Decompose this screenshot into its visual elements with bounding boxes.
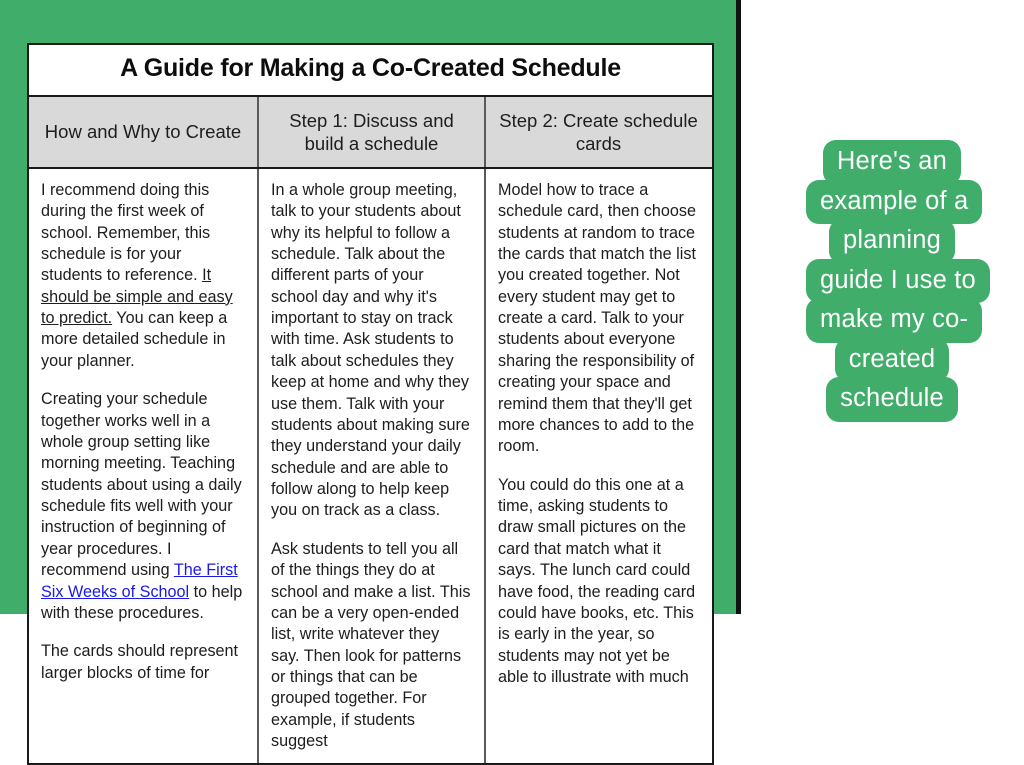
column-header-how-and-why: How and Why to Create — [29, 97, 257, 167]
guide-table — [27, 43, 714, 765]
callout-line: guide I use to — [806, 259, 990, 304]
callout-line: planning — [829, 219, 955, 264]
paragraph — [498, 475, 699, 689]
text-run: to help with these procedures. — [41, 582, 243, 622]
table-body-row — [29, 169, 712, 763]
text-run: In a whole group meeting, talk to your students about why its helpful to follow a schedule. Talk about the different parts of your school day and why it's important to stay on track with time. Ask students to talk about schedules they keep at home and why they use them. Talk with your students about making sure they understand your daily schedule and are able to follow along to help keep you on track as a class. — [271, 180, 470, 520]
paragraph — [498, 180, 699, 458]
inline-link[interactable]: The First Six Weeks of School — [41, 561, 238, 601]
callout-line: Here's an — [823, 140, 961, 185]
paragraph — [41, 180, 245, 372]
table-title-row — [29, 45, 712, 97]
table-cell-how-and-why — [29, 169, 257, 763]
callout-line: schedule — [826, 377, 958, 422]
text-run: You can keep a more detailed schedule in your planner. — [41, 309, 228, 370]
paragraph — [41, 641, 245, 684]
text-run: You could do this one at a time, asking students to draw small pictures on the card that match what it says. The lunch card could have food, the reading card could have books, etc. This is early in the year, so students may not yet be able to illustrate with much — [498, 475, 696, 686]
table-cell-step-1 — [257, 169, 484, 763]
text-run: I recommend doing this during the first week of school. Remember, this schedule is for your students to reference. — [41, 180, 211, 285]
callout-note — [806, 140, 978, 422]
column-header-step-1: Step 1: Discuss and build a schedule — [257, 97, 484, 167]
table-cell-step-2 — [484, 169, 711, 763]
emphasized-text: It should be simple and easy to predict. — [41, 266, 233, 327]
text-run: Ask students to tell you all of the things they do at school and make a list. This can be a very open-ended list, write whatever they say. Then look for patterns or things that can be grouped together. For example, if students suggest — [271, 539, 471, 751]
paragraph — [271, 539, 472, 753]
callout-line: example of a — [806, 180, 982, 225]
text-run: The cards should represent larger blocks of time for — [41, 642, 239, 682]
callout-line: make my co- — [806, 298, 982, 343]
column-header-step-2: Step 2: Create schedule cards — [484, 97, 711, 167]
table-header-row — [29, 97, 712, 169]
callout-line: created — [835, 338, 949, 383]
paragraph — [271, 180, 472, 522]
paragraph — [41, 389, 245, 624]
text-run: Creating your schedule together works well in a whole group setting like morning meeting. Teaching students about using a daily schedule fits well with your instruction of beginning of year procedures. I recommend using — [41, 390, 242, 580]
text-run: Model how to trace a schedule card, then choose students at random to trace the cards that match the list you created together. Not every student may get to create a card. Talk to your students about everyone sharing the responsibility of creating your space and remind them that they'll get more chances to add to the room. — [498, 180, 696, 456]
page-title: A Guide for Making a Co-Created Schedule — [120, 54, 621, 82]
